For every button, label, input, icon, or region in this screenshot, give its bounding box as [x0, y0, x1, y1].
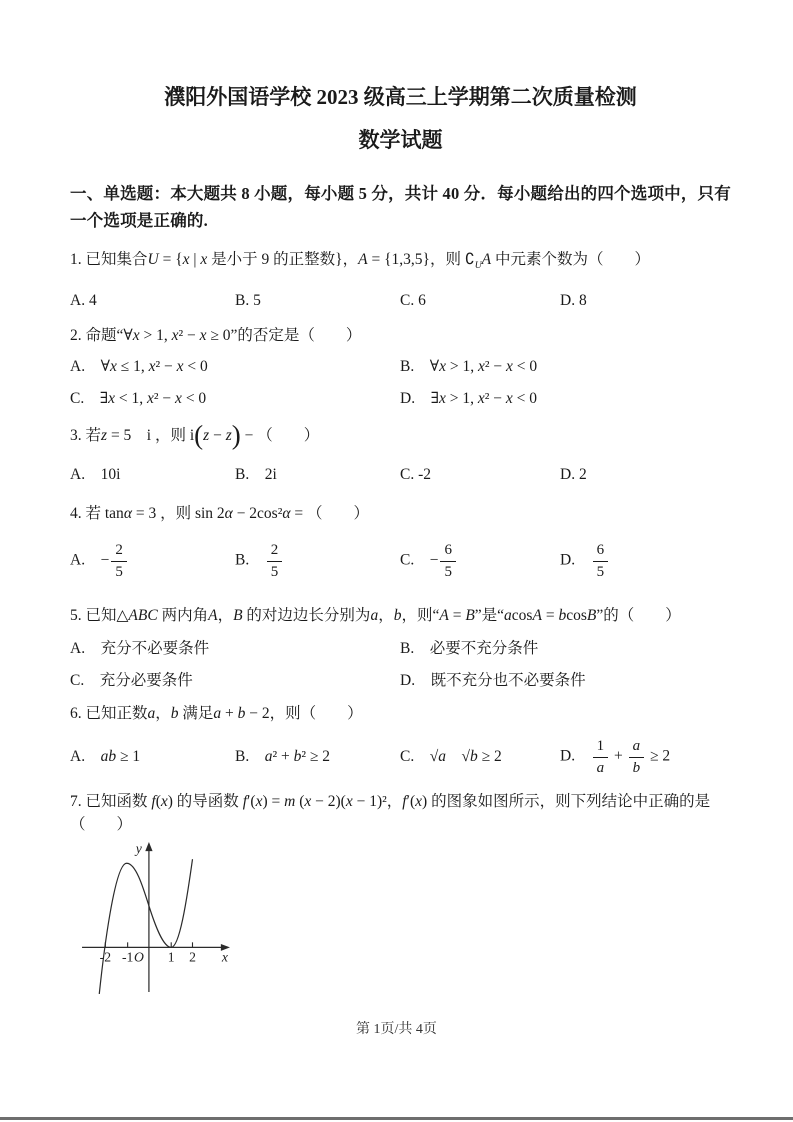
option-b: B. ∀x > 1, x² − x < 0 — [400, 358, 538, 376]
x-tick-label-2: 2 — [189, 949, 196, 965]
option-b: B. 必要不充分条件 — [400, 640, 539, 658]
option-a: A. 10i — [70, 466, 121, 484]
x-axis-label: x — [221, 949, 228, 965]
option-b: B. a² + b² ≥ 2 — [235, 748, 331, 766]
option-b: B. 5 — [235, 292, 261, 310]
question-5-options-row-1 — [70, 638, 731, 660]
graph-container — [76, 842, 731, 999]
question-2-options-row-2 — [70, 388, 731, 410]
y-axis-arrow — [145, 842, 152, 851]
option-d: D. 既不充分也不必要条件 — [400, 672, 586, 690]
option-a: A. − $\frac{2}{5}$ — [70, 541, 235, 581]
page-footer: 第 1页/共 4页 — [356, 1022, 437, 1037]
question-2 — [70, 324, 731, 410]
x-tick-label-minus2: -2 — [99, 949, 112, 965]
page-subtitle: 数学试题 — [358, 128, 443, 152]
option-d: D. ∃x > 1, x² − x < 0 — [400, 390, 538, 408]
option-d: D. 8 — [560, 292, 587, 310]
option-b: B. $\frac{2}{5}$ — [235, 541, 400, 581]
question-5 — [70, 604, 731, 692]
option-c: C. − $\frac{6}{5}$ — [400, 541, 560, 581]
question-5-stem: 5. 已知△ABC 两内角A，B 的对边边长分别为a，b，则“A = B”是“acosA = bcosB”的（ ） — [70, 607, 681, 625]
question-4 — [70, 502, 731, 584]
option-c: C. 充分必要条件 — [70, 672, 193, 690]
question-2-options-row-1 — [70, 356, 731, 378]
option-c: C. ∃x < 1, x² − x < 0 — [70, 390, 207, 408]
derivative-function-graph — [76, 842, 234, 994]
question-4-stem: 4. 若 tanα = 3 ，则 sin 2α − 2cos²α = （ ） — [70, 505, 370, 523]
option-a: A. 4 — [70, 292, 97, 310]
derivative-curve — [99, 859, 192, 994]
question-6 — [70, 702, 731, 780]
origin-label: O — [133, 949, 144, 965]
option-a: A. 充分不必要条件 — [70, 640, 210, 658]
option-c: C. √a √b ≥ 2 — [400, 748, 502, 766]
question-7 — [70, 790, 731, 999]
question-6-options — [70, 734, 731, 780]
option-a: A. ∀x ≤ 1, x² − x < 0 — [70, 358, 208, 376]
option-d: D. $\frac{6}{5}$ — [560, 541, 731, 581]
page-bottom-edge — [0, 1117, 793, 1120]
x-tick-label-minus1: -1 — [121, 949, 134, 965]
option-d: D. 2 — [560, 466, 587, 484]
question-3-stem: 3. 若z = 5 i ，则 i(z − z) − （ ） — [70, 420, 320, 451]
option-b: B. 2i — [235, 466, 277, 484]
question-1-options — [70, 290, 731, 312]
question-4-options — [70, 538, 731, 584]
question-2-stem: 2. 命题“∀x > 1, x² − x ≥ 0”的否定是（ ） — [70, 327, 362, 345]
question-3-options — [70, 464, 731, 486]
question-3 — [70, 420, 731, 486]
option-c: C. 6 — [400, 292, 426, 310]
option-d: D. $\frac{1}{a}$ + $\frac{a}{b}$ ≥ 2 — [560, 738, 671, 777]
question-7-answer-blank: （ ） — [70, 816, 133, 834]
option-a: A. ab ≥ 1 — [70, 748, 141, 766]
question-5-options-row-2 — [70, 670, 731, 692]
option-c: C. -2 — [400, 466, 431, 484]
question-1 — [70, 248, 731, 312]
question-6-stem: 6. 已知正数a，b 满足a + b − 2，则（ ） — [70, 705, 363, 723]
question-7-stem: 7. 已知函数 f(x) 的导函数 f′(x) = m (x − 2)(x − 1)²，f′(x) 的图象如图所示，则下列结论中正确的是 — [70, 793, 711, 811]
page-title: 濮阳外国语学校 2023 级高三上学期第二次质量检测 — [164, 85, 637, 109]
section-header: 一、单选题：本大题共 8 小题，每小题 5 分，共计 40 分．每小题给出的四个选项中，只有一个选项是正确的. — [70, 184, 731, 230]
question-1-stem: 1. 已知集合U = {x | x 是小于 9 的正整数}，A = {1,3,5}，则 $∁_UA$ 中元素个数为（ ） — [70, 251, 650, 272]
x-tick-label-1: 1 — [167, 949, 175, 965]
y-axis-label: y — [135, 842, 142, 857]
